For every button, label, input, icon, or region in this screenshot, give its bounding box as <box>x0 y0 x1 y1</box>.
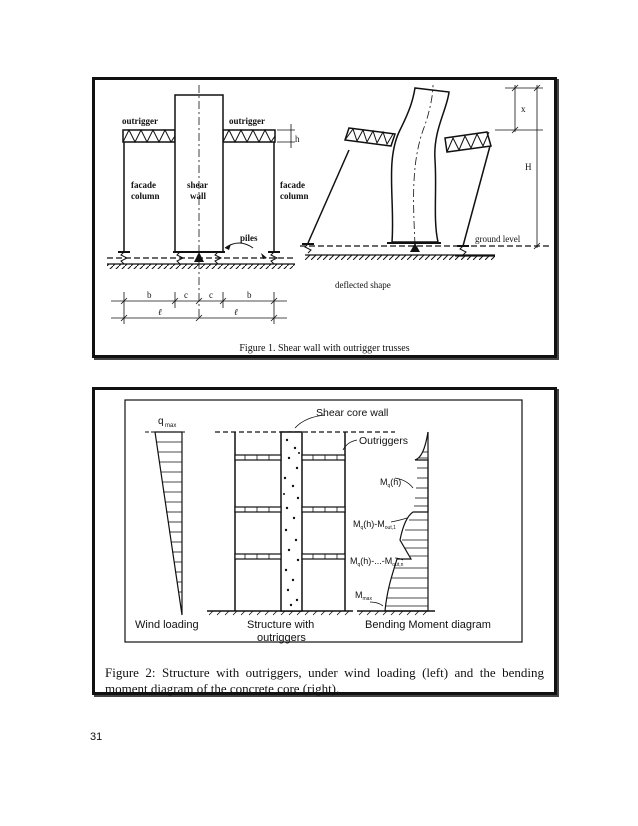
label-column-left: column <box>131 191 160 201</box>
label-l-left: ℓ <box>158 307 162 317</box>
label-l-right: ℓ <box>234 307 238 317</box>
label-piles: piles <box>240 233 258 243</box>
wind-load-triangle <box>155 432 182 615</box>
figure-1 <box>92 77 557 358</box>
label-mq-h-minus-moutn: $M_q(h)-...-M_{out,n}$ <box>350 556 404 568</box>
label-wind-loading: Wind loading <box>135 619 199 631</box>
label-q: q <box>158 416 164 427</box>
pile-support <box>194 252 204 262</box>
figure-1-caption: Figure 1. Shear wall with outrigger trusses <box>239 343 410 354</box>
label-structure-with: Structure with <box>247 619 315 631</box>
label-mq-h: $M_q(h)$ <box>380 477 402 489</box>
truss-right <box>223 130 275 142</box>
label-facade-right: facade <box>280 180 305 190</box>
label-ground-level: ground level <box>475 234 521 244</box>
label-outrigger-right: outrigger <box>229 116 265 126</box>
label-outriggers-2: outriggers <box>257 632 306 644</box>
page-number: 31 <box>90 731 103 743</box>
label-x: x <box>521 104 526 114</box>
label-outrigger-left: outrigger <box>122 116 158 126</box>
label-b-left: b <box>147 290 152 300</box>
label-h: h <box>295 134 300 144</box>
figure-2-drawing <box>95 390 554 655</box>
figure-2 <box>92 387 557 695</box>
deflected-column-left <box>308 150 349 243</box>
bmd-curve <box>385 432 428 611</box>
label-outriggers: Outriggers <box>359 435 409 447</box>
concrete-core <box>281 432 302 611</box>
label-deflected-shape: deflected shape <box>335 280 391 290</box>
deflected-core <box>391 88 449 242</box>
label-c-left: c <box>184 290 188 300</box>
label-H: H <box>525 162 532 172</box>
label-facade-left: facade <box>131 180 156 190</box>
deflected-column-right <box>463 146 490 246</box>
ground-hatch-left <box>107 264 295 269</box>
truss-left <box>123 130 175 142</box>
label-shear-core-wall: Shear core wall <box>316 407 389 419</box>
label-column-right: column <box>280 191 309 201</box>
label-mq-h-minus-mout1: $M_q(h)-M_{out,1}$ <box>353 519 396 531</box>
figure-2-caption: Figure 2: Structure with outriggers, under wind loading (left) and the bending moment diagram of the concrete core (right). <box>105 665 544 696</box>
height-dimensions <box>495 85 543 249</box>
label-mmax: $M_{max}$ <box>355 590 372 602</box>
figure-2-inner-border <box>125 400 522 642</box>
label-bending-moment-diagram: Bending Moment diagram <box>365 619 491 631</box>
label-b-right: b <box>247 290 252 300</box>
label-shear: shear <box>187 180 208 190</box>
figure-1-drawing <box>95 80 554 355</box>
label-wall: wall <box>190 191 207 201</box>
label-q-sub: max <box>165 423 177 429</box>
label-c-right: c <box>209 290 213 300</box>
